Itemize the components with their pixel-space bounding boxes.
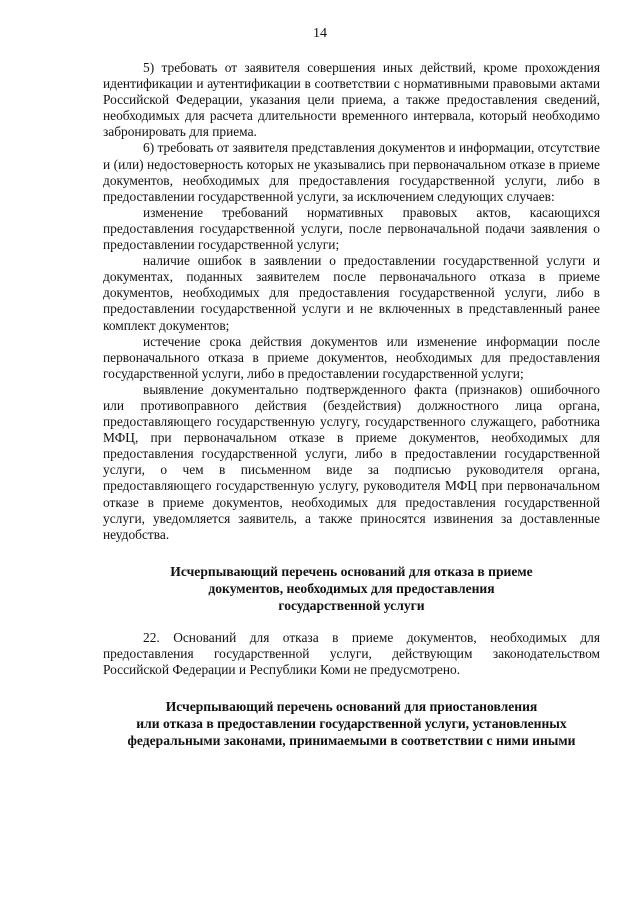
section-heading-suspension-or-refusal [103,698,600,749]
case-paragraph-2: наличие ошибок в заявлении о предоставлении государственной услуги и документах, поданных заявителем после первоначального отказа в приеме документов, необходимых для предоставления государственной услуги, либо в предоставлении государственной услуги и не включенных в представленный ранее комплект документов; [103,253,600,333]
heading-line: Исчерпывающий перечень оснований для приостановления [165,699,538,715]
page-content [103,60,600,749]
heading-line: документов, необходимых для предоставления [208,580,495,596]
paragraph-item-22: 22. Оснований для отказа в приеме документов, необходимых для предоставления государственной услуги, действующим законодательством Российской Федерации и Республики Коми не предусмотрено. [103,629,600,677]
heading-line: федеральными законами, принимаемыми в соответствии с ними иными [127,733,576,749]
case-paragraph-4: выявление документально подтвержденного факта (признаков) ошибочного или противоправного действия (бездействия) должностного лица органа, предоставляющего государственную услугу, государственного служащего, работника МФЦ, при первоначальном отказе в приеме документов, необходимых для предоставления государственной услуги, либо в предоставлении государственной услуги, о чем в письменном виде за подписью руководителя органа, предоставляющего государственную услугу, руководителя МФЦ при первоначальном отказе в приеме документов, необходимых для предоставления государственной услуги, уведомляется заявитель, а также приносятся извинения за доставленные неудобства. [103,381,600,542]
heading-line: государственной услуги [278,597,425,613]
heading-line: Исчерпывающий перечень оснований для отказа в приеме [170,563,533,579]
section-heading-refusal-to-accept [103,563,600,614]
page-number: 14 [313,26,327,41]
case-paragraph-1: изменение требований нормативных правовых актов, касающихся предоставления государственной услуги, после первоначальной подачи заявления о предоставлении государственной услуги; [103,204,600,253]
case-paragraph-3: истечение срока действия документов или изменение информации после первоначального отказа в приеме документов, необходимых для предоставления государственной услуги, либо в предоставлении государственной услуги; [103,333,600,381]
heading-line: или отказа в предоставлении государственной услуги, установленных [136,716,567,732]
paragraph-item-6: 6) требовать от заявителя представления документов и информации, отсутствие и (или) недостоверность которых не указывались при первоначальном отказе в приеме документов, необходимых для предоставления государственной услуги, либо в предоставлении государственной услуги, за исключением следующих случаев: [103,140,600,204]
paragraph-item-5: 5) требовать от заявителя совершения иных действий, кроме прохождения идентификации и аутентификации в соответствии с нормативными правовыми актами Российской Федерации, указания цели приема, а также предоставления сведений, необходимых для расчета длительности временного интервала, который необходимо забронировать для приема. [103,60,600,140]
